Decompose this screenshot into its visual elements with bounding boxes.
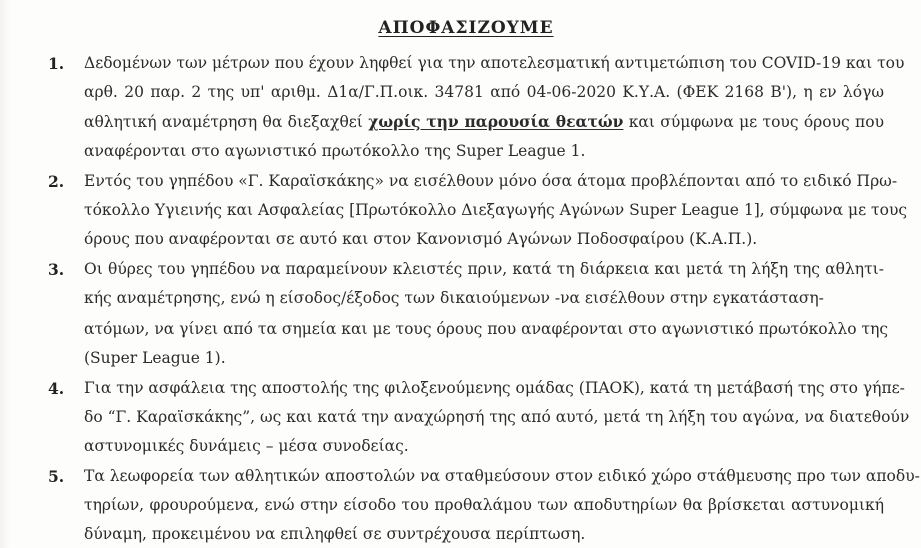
item-number: 4. <box>48 379 65 398</box>
item-body <box>84 167 908 254</box>
item-body <box>84 255 889 373</box>
item-line: αναφέρονται στο αγωνιστικό πρωτόκολλο της Super League 1. <box>84 142 586 160</box>
item-number: 3. <box>48 260 65 279</box>
item-line: όρους που αναφέρονται σε αυτό και στον Κανονισμό Αγώνων Ποδοσφαίρου (Κ.Α.Π.). <box>84 230 758 248</box>
decision-title: ΑΠΟΦΑΣΙΖΟΥΜΕ <box>378 18 554 38</box>
item-line: Δεδομένων των μέτρων που έχουν ληφθεί για την αποτελεσματική αντιμετώπιση του COVID-19 και του <box>84 54 905 72</box>
item-number: 5. <box>48 467 65 486</box>
item-line: Τα λεωφορεία των αθλητικών αποστολών να σταθμεύσουν στον ειδικό χώρο στάθμευσης προ των αποδυ- <box>84 467 920 485</box>
item-line: Εντός του γηπέδου «Γ. Καραϊσκάκης» να εισέλθουν μόνο όσα άτομα προβλέπονται από το ειδικό Πρω- <box>84 172 898 190</box>
list-item-4 <box>48 374 910 461</box>
item-body <box>84 374 910 461</box>
item-line: κής αναμέτρησης, ενώ η είσοδος/έξοδος των δικαιούμενων -να εισέλθουν στην εγκατάσταση- <box>84 289 824 307</box>
item-line: ατόμων, να γίνει από τα σημεία και με τους όρους που αναφέρονται στο αγωνιστικό πρωτόκολλο της <box>84 320 889 338</box>
item-number: 1. <box>48 54 65 73</box>
line-text: και σύμφωνα με τους όρους που <box>623 113 884 131</box>
item-body <box>84 49 905 166</box>
item-line <box>84 107 884 137</box>
item-line: Οι θύρες του γηπέδου να παραμείνουν κλειστές πριν, κατά τη διάρκεια και μετά τη λήξη της αθλητι- <box>84 260 884 278</box>
line-text: αθλητική αναμέτρηση θα διεξαχθεί <box>84 113 369 131</box>
list-item-5 <box>48 462 920 548</box>
emphasized-text: χωρίς την παρουσία θεατών <box>368 112 624 131</box>
item-line: τόκολλο Υγιεινής και Ασφαλείας [Πρωτόκολλο Διεξαγωγής Αγώνων Super League 1], σύμφωνα με τους <box>84 201 908 219</box>
item-line: δύναμη, προκειμένου να επιληφθεί σε συντρέχουσα περίπτωση. <box>84 525 586 543</box>
list-item-3 <box>48 255 889 373</box>
list-item-2 <box>48 167 908 254</box>
list-item-1 <box>48 49 905 166</box>
item-number: 2. <box>48 172 65 191</box>
item-line: Για την ασφάλεια της αποστολής της φιλοξενούμενης ομάδας (ΠΑΟΚ), κατά τη μετάβασή της στο γήπε- <box>84 379 905 397</box>
item-line: τηρίων, φρουρούμενα, ενώ στην είσοδο του προθαλάμου των αποδυτηρίων θα βρίσκεται αστυνομική <box>84 496 884 514</box>
item-line: (Super League 1). <box>84 349 226 367</box>
item-body <box>84 462 920 548</box>
item-line: αστυνομικές δυνάμεις – μέσα συνοδείας. <box>84 437 409 455</box>
item-line: δο “Γ. Καραϊσκάκης”, ως και κατά την αναχώρησή της από αυτό, μετά τη λήξη του αγώνα, να διατεθούν <box>84 408 910 426</box>
item-line: αρθ. 20 παρ. 2 της υπ' αριθμ. Δ1α/Γ.Π.οικ. 34781 από 04-06-2020 Κ.Υ.Α. (ΦΕΚ 2168 Β'), η εν λόγω <box>84 83 884 101</box>
